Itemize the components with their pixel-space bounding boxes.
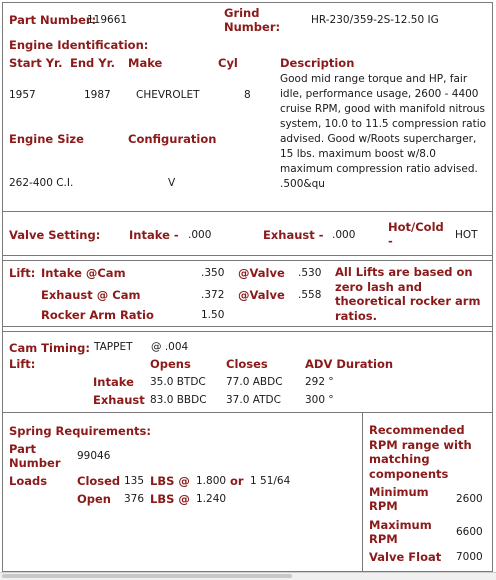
- make-value: CHEVROLET: [136, 89, 200, 101]
- closed-load-value: 135: [124, 475, 145, 487]
- lift-label: Lift:: [9, 266, 36, 280]
- grind-number-label: Number:: [224, 20, 281, 34]
- configuration-value: V: [168, 177, 176, 189]
- cam-exhaust-closes: 37.0 ATDC: [226, 394, 281, 406]
- valve-setting-label: Valve Setting:: [9, 228, 101, 242]
- intake-valve-label: @Valve: [238, 266, 285, 280]
- hot-cold-label: Hot/Cold: [388, 220, 444, 234]
- cam-exhaust-label: Exhaust: [93, 393, 145, 407]
- or-label: or: [230, 474, 244, 488]
- divider: [2, 255, 493, 256]
- divider: [2, 260, 493, 261]
- divider: [2, 412, 493, 413]
- closed-label: Closed: [77, 474, 121, 488]
- rocker-ratio-label: Rocker Arm Ratio: [41, 308, 154, 322]
- cam-timing-value: TAPPET: [94, 341, 133, 353]
- spring-part-label: Part: [9, 442, 37, 456]
- valve-exhaust-value: .000: [332, 229, 356, 241]
- closed-alt-height: 1 51/64: [250, 475, 291, 487]
- cyl-label: Cyl: [218, 56, 238, 70]
- valve-exhaust-label: Exhaust -: [263, 228, 324, 242]
- cyl-value: 8: [244, 89, 251, 101]
- cam-exhaust-opens: 83.0 BBDC: [150, 394, 207, 406]
- exhaust-cam-label: Exhaust @ Cam: [41, 288, 141, 302]
- valve-float-value: 7000: [456, 551, 483, 563]
- engine-size-label: Engine Size: [9, 132, 84, 146]
- lift-note: All Lifts are based on zero lash and theoretical rocker arm ratios.: [335, 265, 481, 323]
- open-lbs-label: LBS @: [150, 492, 190, 506]
- rocker-ratio-value: 1.50: [201, 309, 225, 321]
- maximum-rpm-label: Maximum RPM: [369, 518, 432, 546]
- intake-cam-value: .350: [201, 267, 225, 279]
- part-number-value: 119661: [87, 14, 128, 26]
- hot-cold-value: HOT: [455, 229, 478, 241]
- adv-duration-label: ADV Duration: [305, 357, 394, 371]
- intake-cam-label: Intake @Cam: [41, 266, 126, 280]
- make-label: Make: [128, 56, 163, 70]
- exhaust-valve-label: @Valve: [238, 288, 285, 302]
- grind-number-label: Grind: [224, 6, 260, 20]
- engine-identification-title: Engine Identification:: [9, 38, 149, 52]
- spring-part-value: 99046: [77, 450, 111, 462]
- scrollbar-thumb[interactable]: [2, 574, 292, 578]
- cam-intake-label: Intake: [93, 375, 134, 389]
- start-year-value: 1957: [9, 89, 36, 101]
- rpm-range-title: Recommended RPM range with matching components: [369, 423, 472, 481]
- closes-label: Closes: [226, 357, 268, 371]
- engine-size-value: 262-400 C.I.: [9, 177, 74, 189]
- cam-intake-opens: 35.0 BTDC: [150, 376, 206, 388]
- open-load-value: 376: [124, 493, 145, 505]
- opens-label: Opens: [150, 357, 191, 371]
- engine-description: Good mid range torque and HP, fair idle, performance usage, 2600 - 4400 cruise RPM, good with manifold nitrous system, 10.0 to 11.5 compression ratio advised. Good w/Roots supercharger, 15 lbs. maximum boost w/8.0 maximum compression ratio advised. .500&qu: [280, 73, 487, 190]
- valve-intake-label: Intake -: [129, 228, 179, 242]
- hot-cold-dash: -: [388, 234, 393, 248]
- spring-part-label: Number: [9, 456, 61, 470]
- start-year-label: Start Yr.: [9, 56, 63, 70]
- minimum-rpm-value: 2600: [456, 493, 483, 505]
- divider: [2, 326, 493, 327]
- exhaust-cam-value: .372: [201, 289, 225, 301]
- cam-lift-label: Lift:: [9, 357, 36, 371]
- valve-float-label: Valve Float: [369, 550, 442, 564]
- open-height-value: 1.240: [196, 493, 227, 505]
- cam-exhaust-adv: 300 °: [305, 394, 334, 406]
- minimum-rpm-label: Minimum RPM: [369, 485, 429, 513]
- part-number-label: Part Number:: [9, 13, 97, 27]
- spring-requirements-title: Spring Requirements:: [9, 424, 151, 438]
- end-year-label: End Yr.: [70, 56, 116, 70]
- intake-valve-value: .530: [298, 267, 322, 279]
- description-label: Description: [280, 56, 355, 70]
- cam-intake-closes: 77.0 ABDC: [226, 376, 283, 388]
- closed-height-value: 1.800: [196, 475, 227, 487]
- grind-number-value: HR-230/359-2S-12.50 IG: [311, 14, 439, 26]
- end-year-value: 1987: [84, 89, 111, 101]
- maximum-rpm-value: 6600: [456, 526, 483, 538]
- configuration-label: Configuration: [128, 132, 217, 146]
- divider: [2, 211, 493, 212]
- loads-label: Loads: [9, 474, 48, 488]
- closed-lbs-label: LBS @: [150, 474, 190, 488]
- exhaust-valve-value: .558: [298, 289, 322, 301]
- cam-timing-at: @ .004: [151, 341, 189, 353]
- cam-timing-label: Cam Timing:: [9, 341, 90, 355]
- column-divider: [362, 412, 363, 572]
- divider: [2, 331, 493, 332]
- valve-intake-value: .000: [188, 229, 212, 241]
- open-label: Open: [77, 492, 111, 506]
- cam-intake-adv: 292 °: [305, 376, 334, 388]
